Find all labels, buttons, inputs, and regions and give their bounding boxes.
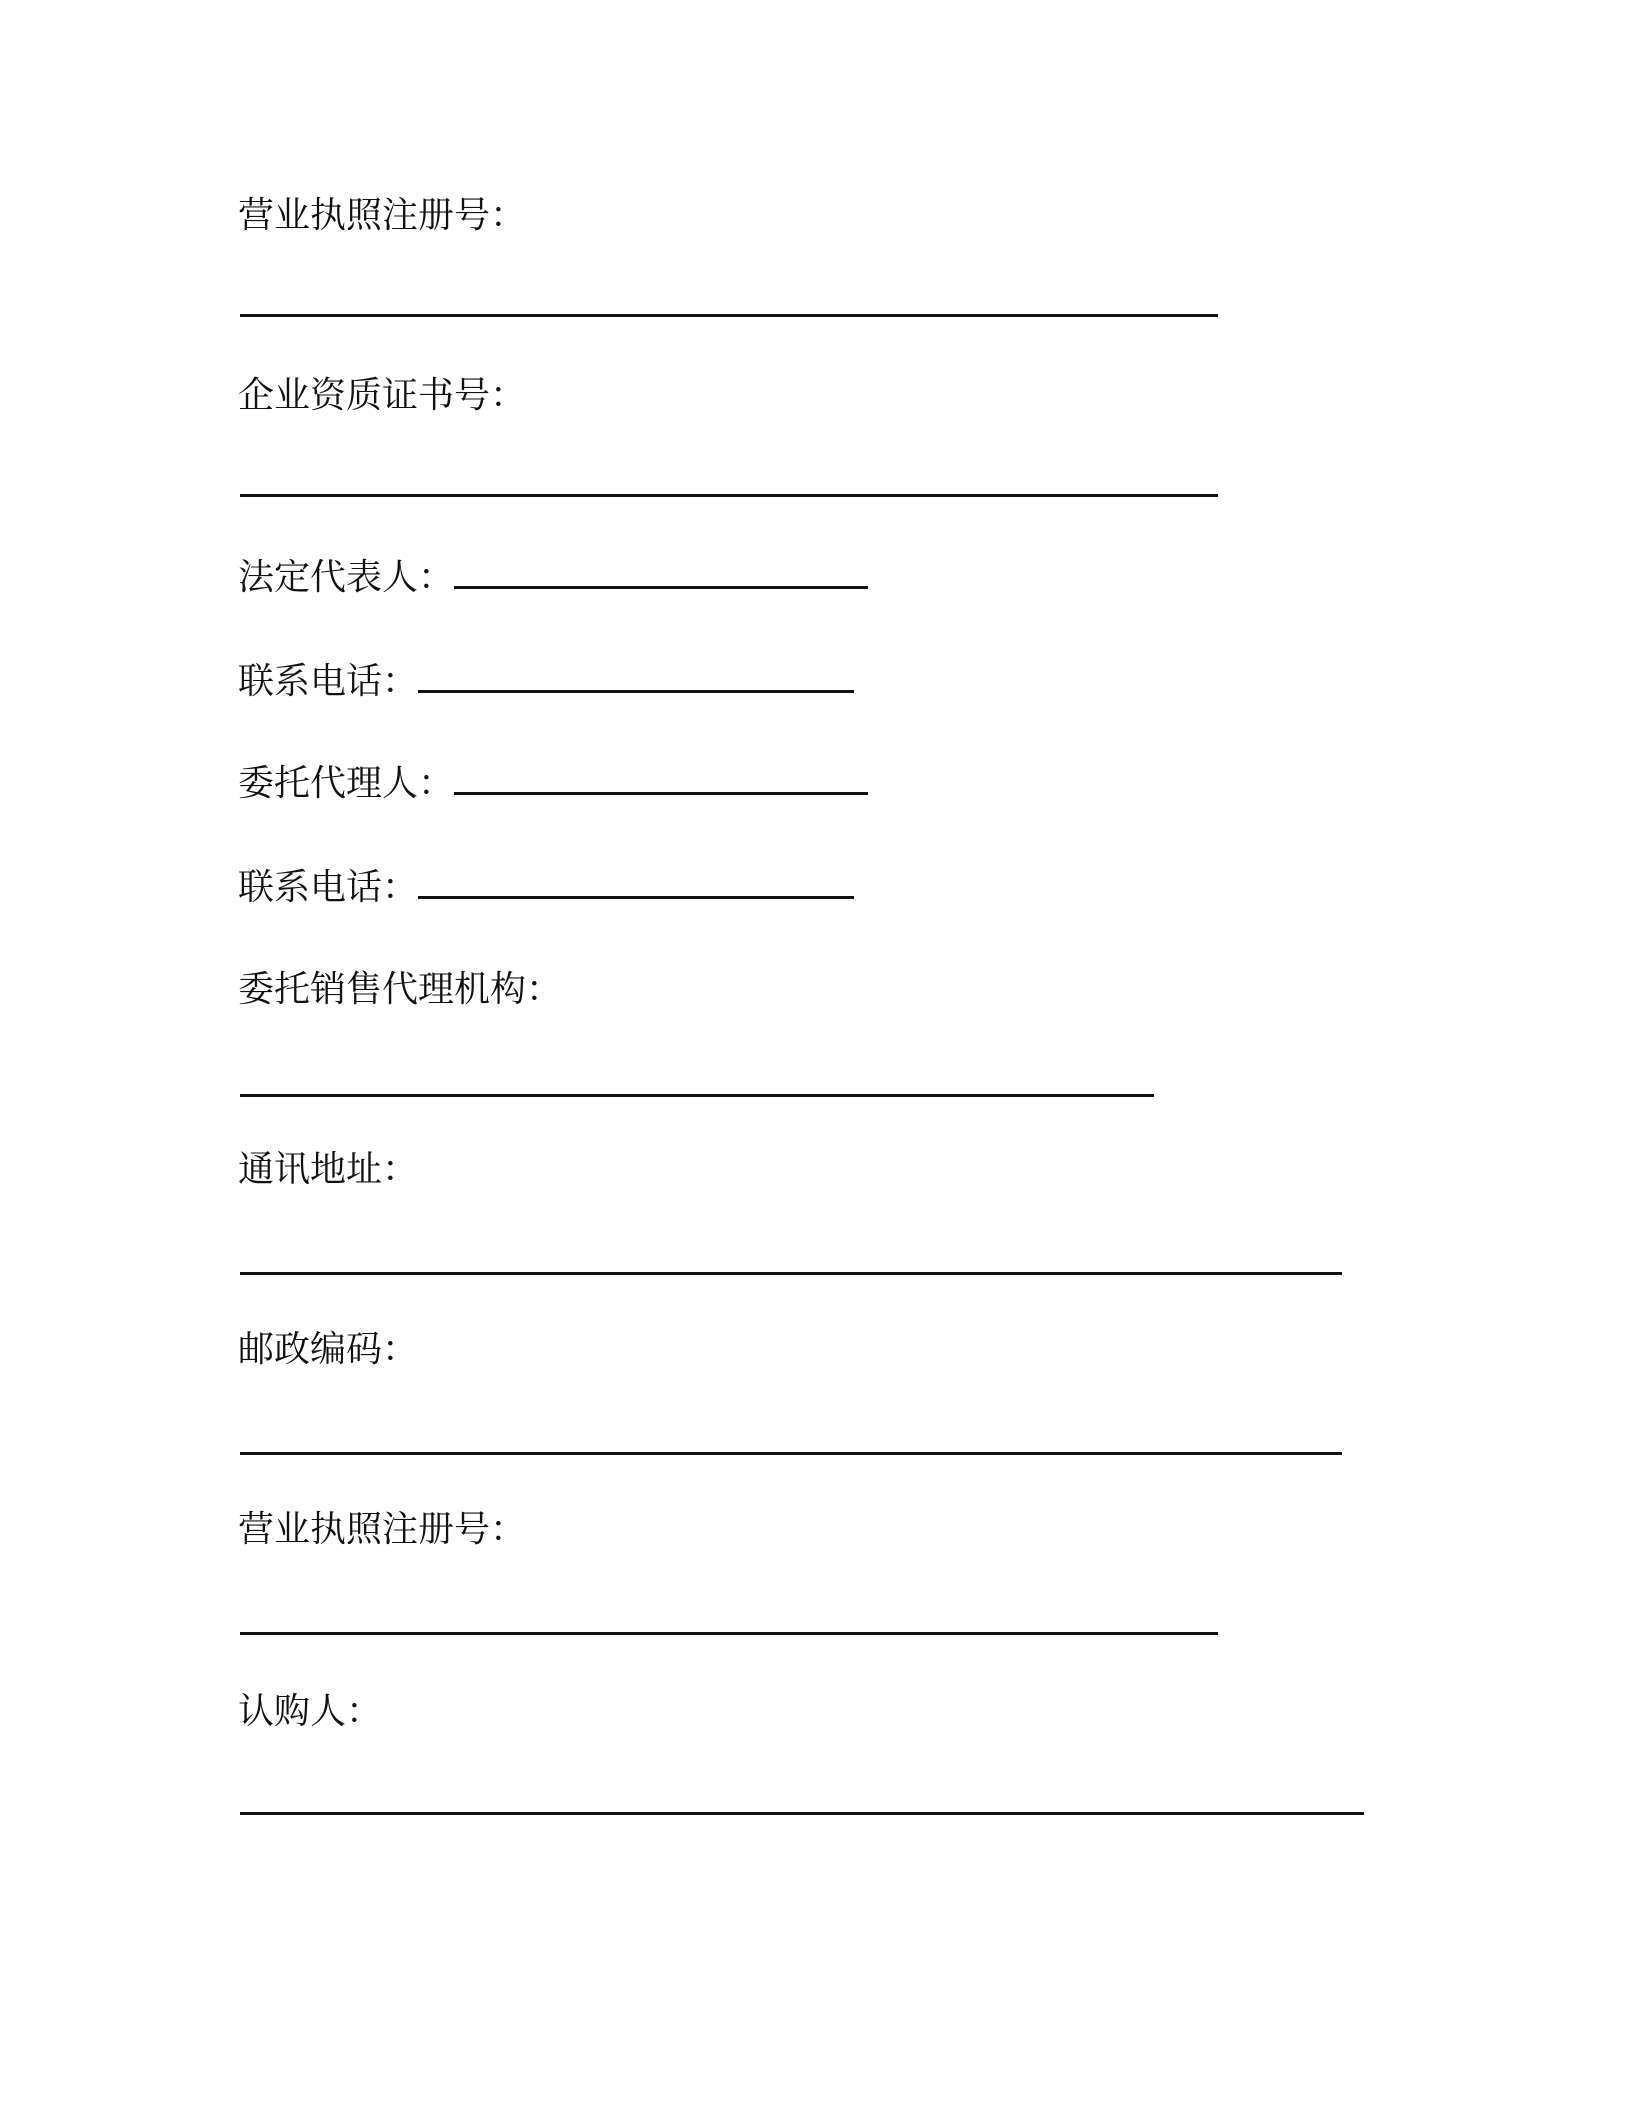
fill-line-authorized-agent[interactable] [454,762,868,795]
fill-line-phone-2[interactable] [418,866,854,899]
fill-line-mailing-address[interactable] [240,1272,1342,1275]
field-qualification-cert-no [238,372,526,420]
field-mailing-address [238,1146,418,1194]
field-label: 联系电话： [238,661,419,702]
field-label: 委托代理人： [238,763,455,804]
field-phone-1 [238,658,854,706]
field-label: 认购人： [238,1691,383,1732]
field-label: 联系电话： [238,867,419,908]
fill-line-sales-agency[interactable] [240,1094,1154,1097]
fill-line-legal-representative[interactable] [454,556,868,589]
field-label: 邮政编码： [238,1329,419,1370]
field-business-license-no-2 [238,1506,526,1554]
field-subscriber [238,1688,382,1736]
fill-line-business-license-no-2[interactable] [240,1632,1218,1635]
field-business-license-no [238,192,526,240]
field-legal-representative [238,554,868,602]
fill-line-business-license-no[interactable] [240,314,1218,317]
field-label: 通讯地址： [238,1149,419,1190]
field-label: 法定代表人： [238,557,455,598]
fill-line-qualification-cert-no[interactable] [240,494,1218,497]
fill-line-subscriber[interactable] [240,1812,1364,1815]
field-sales-agency [238,966,562,1014]
field-phone-2 [238,864,854,912]
field-label: 营业执照注册号： [238,1509,527,1550]
field-label: 企业资质证书号： [238,375,527,416]
fill-line-postal-code[interactable] [240,1452,1342,1455]
field-authorized-agent [238,760,868,808]
field-postal-code [238,1326,418,1374]
field-label: 委托销售代理机构： [238,969,563,1010]
field-label: 营业执照注册号： [238,195,527,236]
fill-line-phone-1[interactable] [418,660,854,693]
